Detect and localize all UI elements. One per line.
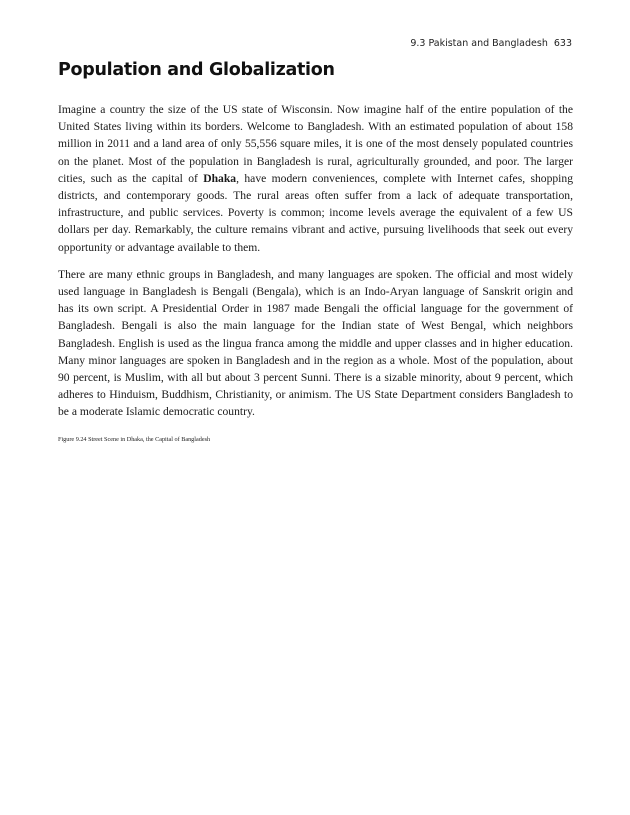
body-text bbox=[58, 101, 573, 448]
paragraph-1-part-2: , have modern conveniences, complete with Internet cafes, shopping districts, and contemporary goods. The rural areas often suffer from a lack of adequate transportation, infrastructure, and public services. Poverty is common; income levels average the equivalent of a few US dollars per day. Remarkably, the culture remains vibrant and active, pursuing livelihoods that seek out every opportunity or advantage available to them. bbox=[58, 171, 574, 254]
section-title: Population and Globalization bbox=[58, 60, 335, 80]
header-section-label: 9.3 Pakistan and Bangladesh bbox=[410, 38, 548, 49]
paragraph-2: There are many ethnic groups in Bangladesh, and many languages are spoken. The official and most widely used language in Bangladesh is Bengali (Bengala), which is an Indo-Aryan language of Sanskrit origin and has its own script. A Presidential Order in 1987 made Bengali the official language for the government of Bangladesh. Bengali is also the main language for the Indian state of West Bengal, which neighbors Bangladesh. English is used as the lingua franca among the middle and upper classes and in higher education. Many minor languages are spoken in Bangladesh and in the region as a whole. Most of the population, about 90 percent, is Muslim, with all but about 3 percent Sunni. There is a sizable minority, about 9 percent, which adheres to Hinduism, Buddhism, Christianity, or animism. The US State Department considers Bangladesh to be a moderate Islamic democratic country. bbox=[58, 267, 573, 419]
page-number: 633 bbox=[553, 38, 572, 49]
bold-term-dhaka: Dhaka bbox=[203, 171, 237, 185]
paragraph-1-part-1: Imagine a country the size of the US state of Wisconsin. Now imagine half of the entire population of the United States living within its borders. Welcome to Bangladesh. With an estimated population of about 158 million in 2011 and a land area of only 55,556 square miles, it is one of the most densely populated countries on the planet. Most of the population in Bangladesh is rural, agriculturally grounded, and poor. The larger cities, such as the capital of bbox=[58, 103, 573, 185]
paragraph-1 bbox=[58, 101, 573, 256]
figure-caption: Figure 9.24 Street Scene in Dhaka, the Capital of Bangladesh bbox=[58, 435, 211, 443]
running-header bbox=[410, 38, 572, 49]
